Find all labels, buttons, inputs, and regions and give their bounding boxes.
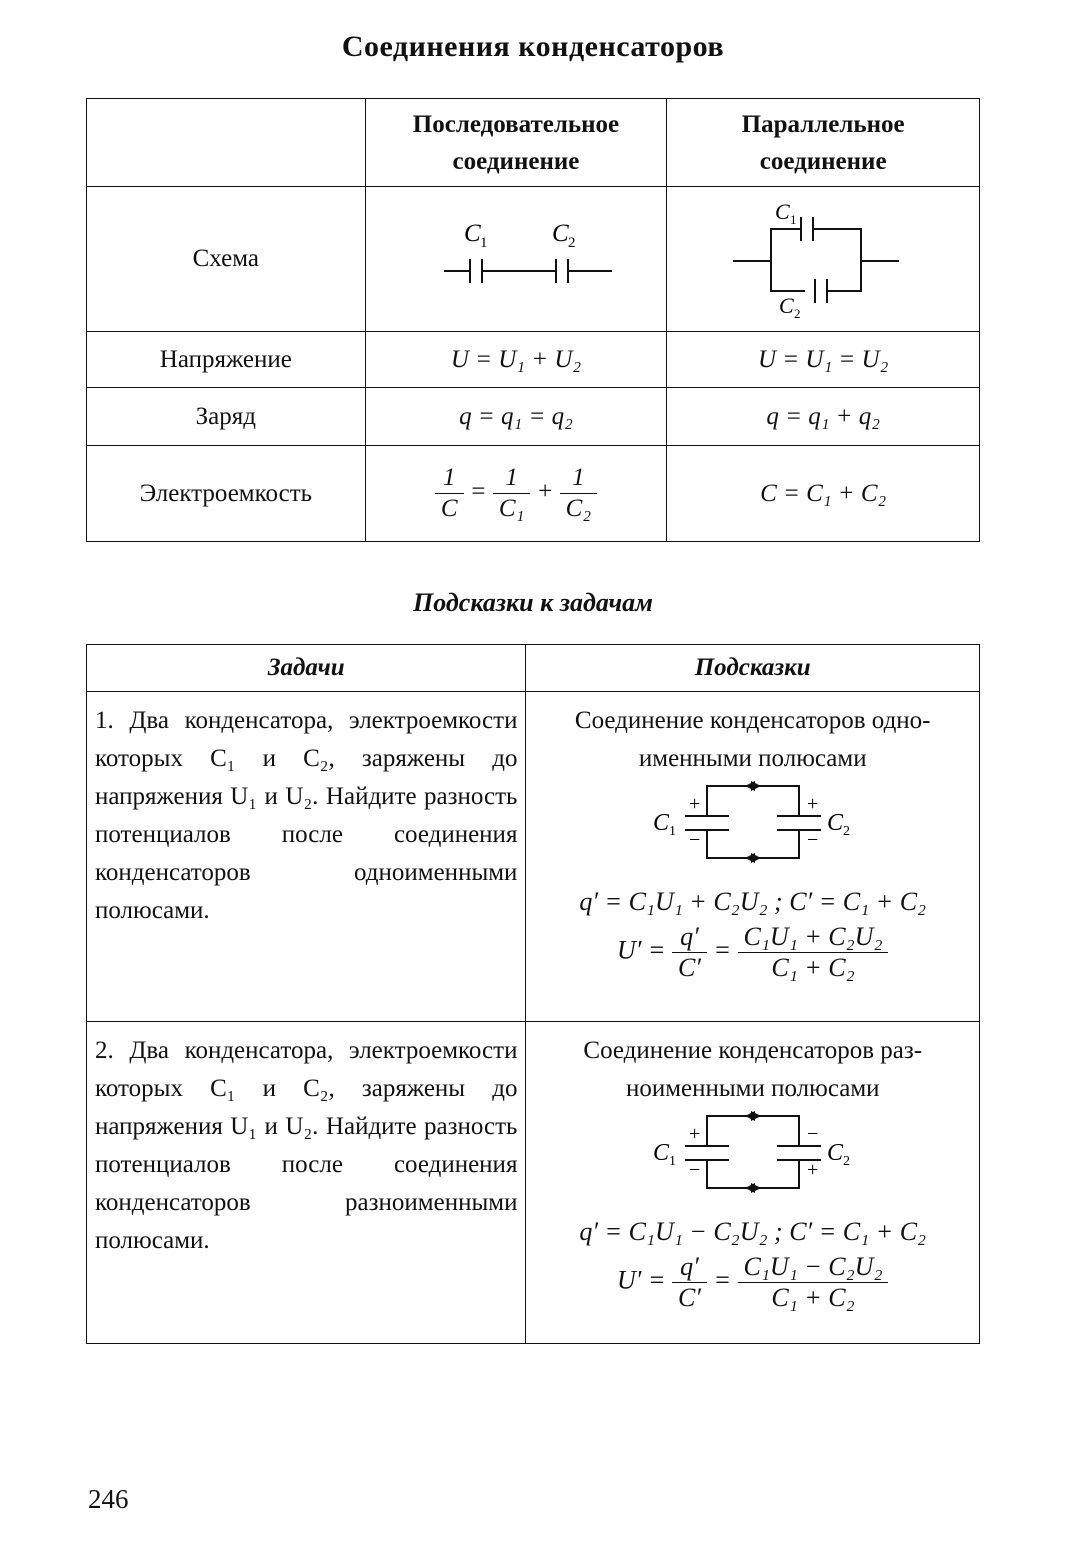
same-poles-diagram [633, 778, 873, 870]
svg-text:−: − [806, 829, 818, 851]
row-label-scheme: Схема [87, 187, 366, 332]
svg-text:+: + [806, 1159, 818, 1181]
svg-text:2: 2 [842, 824, 850, 839]
series-scheme-cell [365, 187, 667, 332]
svg-text:2: 2 [567, 234, 576, 251]
page-title: Соединения конденсаторов [341, 30, 725, 63]
svg-text:C: C [652, 810, 669, 836]
parallel-voltage-formula: U = U₁ = U₂ [667, 332, 980, 388]
hint-1-voltage-formula: U′ = $\frac{q'}{C'}$ = $\frac{\text{C₁U₁ + C₂U₂}}{\text{C₁ + C₂}}$ [526, 922, 979, 983]
svg-text:1: 1 [668, 1154, 676, 1169]
hint-1-charge-formula: q′ = C₁U₁ + C₂U₂ ; C′ = C₁ + C₂ [579, 887, 927, 916]
hints-header: Подсказки [526, 645, 980, 692]
svg-text:2: 2 [842, 1154, 850, 1169]
parallel-header: Параллельное соединение [667, 99, 980, 187]
tasks-header: Задачи [87, 645, 526, 692]
svg-text:+: + [806, 793, 818, 815]
capacitor-connections-table [86, 98, 980, 542]
svg-text:−: − [688, 829, 700, 851]
hints-table [86, 644, 980, 1344]
svg-text:2: 2 [794, 305, 801, 321]
svg-text:−: − [688, 1159, 700, 1181]
svg-text:1: 1 [479, 234, 488, 251]
empty-header-cell [87, 99, 366, 187]
svg-text:+: + [688, 793, 700, 815]
svg-text:C: C [779, 292, 794, 318]
svg-text:−: − [806, 1123, 818, 1145]
svg-text:+: + [688, 1123, 700, 1145]
page-number: 246 [88, 1484, 129, 1514]
series-voltage-formula: U = U₁ + U₂ [365, 332, 667, 388]
parallel-capacitance-formula: C = C₁ + C₂ [667, 446, 980, 542]
series-charge-formula: q = q₁ = q₂ [365, 388, 667, 446]
opposite-poles-diagram [633, 1108, 873, 1200]
svg-text:1: 1 [790, 211, 797, 227]
parallel-scheme-cell [667, 187, 980, 332]
svg-text:C: C [652, 1140, 669, 1166]
hint-2: Соединение конденсаторов раз- ноименными полюсами + − − + C 1 C 2 q′ = C₁U₁ − C₂U₂ ; C′ = C₁ + C₂ U′ = $\frac{q'}{C'}$ = $\frac{\text{C₁U₁ − C₂U₂}}{\text{C₁ + C₂}}$ [526, 1022, 980, 1344]
row-label-charge: Заряд [87, 388, 366, 446]
task-1-text: 1. Два конденсатора, электроемкости которых C₁ и C₂, заряжены до напряжения U₁ и U₂. Найдите разность потенциалов после соединения конденсаторов одноименными полюсами. [87, 692, 526, 1022]
hint-2-charge-formula: q′ = C₁U₁ − C₂U₂ ; C′ = C₁ + C₂ [579, 1217, 927, 1246]
row-label-capacitance: Электроемкость [87, 446, 366, 542]
svg-text:1: 1 [668, 824, 676, 839]
series-circuit-diagram [416, 216, 616, 296]
svg-text:C: C [775, 198, 790, 224]
series-header: Последовательное соединение [365, 99, 667, 187]
hint-1: Соединение конденсаторов одно- именными полюсами + − + − C 1 C 2 q′ = C₁U₁ + C₂U₂ ; C′ = C₁ + C₂ U′ = $\frac{q'}{C'}$ = $\frac{\text{C₁U₁ + C₂U₂}}{\text{C₁ + C₂}}$ [526, 692, 980, 1022]
svg-text:C: C [463, 219, 481, 247]
parallel-circuit-diagram [713, 191, 933, 321]
svg-text:C: C [826, 1140, 843, 1166]
task-2-text: 2. Два конденсатора, электроемкости которых C₁ и C₂, заряжены до напряжения U₁ и U₂. Найдите разность потенциалов после соединения конденсаторов разноименными полюсами. [87, 1022, 526, 1344]
row-label-voltage: Напряжение [87, 332, 366, 388]
hints-subtitle: Подсказки к задачам [413, 588, 653, 617]
parallel-charge-formula: q = q₁ + q₂ [667, 388, 980, 446]
svg-text:C: C [551, 219, 569, 247]
hint-2-voltage-formula: U′ = $\frac{q'}{C'}$ = $\frac{\text{C₁U₁ − C₂U₂}}{\text{C₁ + C₂}}$ [526, 1252, 979, 1313]
svg-text:C: C [826, 810, 843, 836]
series-capacitance-formula: $\frac{1}{C}$ = $\frac{1}{\text{C₁}}$ + $\frac{1}{\text{C₂}}$ [365, 446, 667, 542]
